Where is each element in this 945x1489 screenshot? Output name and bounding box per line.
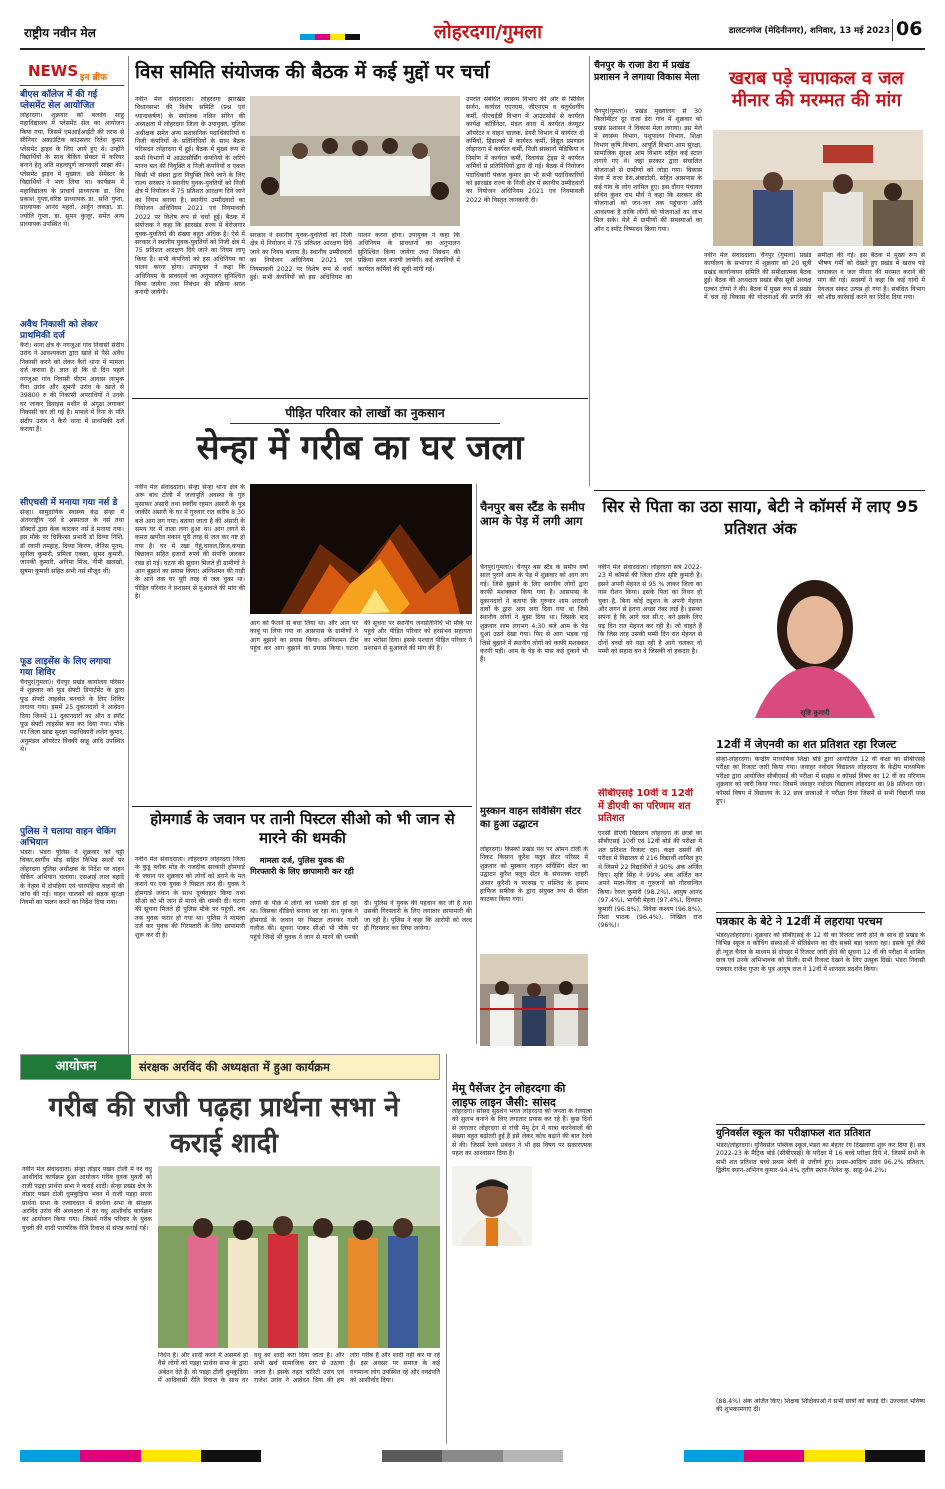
- story13-body-cont: निर्धन है। और शादी करने में असमर्थ हो वैसे लोगों को पड़हा प्रार्थना सभा के द्वारा अंबेदन देते हैं। वो पड़हा टोली धुमकुड़िया में आदिवासी रीति रिवाज के साथ वर वधु का शादी करा दिया जाता है। और सभी खर्च सामाजिक स्तर से उठाया जाता है। इसके तहत चारिटी उरांव एवं राजेश उरांव ने आवेदन दिया की हम लोग गरीब हैं और शादी नहीं कर पा रहे हैं। इस अवसर पर समाज के कई गणमान्य लोग उपस्थित रहे और नवदंपति को आशीर्वाद दिया।: [158, 1352, 440, 1385]
- brief-headline: पुलिस ने चलाया वाहन चेकिंग अभियान: [20, 827, 116, 848]
- column-rule: [128, 56, 129, 1056]
- brief-headline: अवैध निकासी को लेकर प्राथमिकी दर्ज: [20, 320, 98, 341]
- brief-text: चैनपुर(गुमला)। चैनपुर प्रखंड कार्यालय परिसर में शुक्रवार को फूड सेफ्टी डिपार्टमेंट के द्वारा फूड सेफ्टी लाइसेंस बनवाने के लिए शिविर लगाया गया। इसमें 25 दुकानदारों ने आवेदन दिया जिनमें 11 दुकानदारों का ऑन द स्पॉट फूड सेफ्टी लाइसेंस बना कर दिया गया। मौके पर जिला खाद्य सुरक्षा पदाधिकारी ललेन कुमार, अनुमंडल ऑपरेटर विक्की साहू आदि उपस्थित थे।: [20, 679, 124, 754]
- story7-headline: 12वीं में जेएनवी का शत प्रतिशत रहा रिजल्ट: [716, 738, 925, 753]
- house-fire-photo: [250, 484, 472, 614]
- handover-photo: [713, 130, 923, 246]
- story10-body: नवीन मेल संवाददाता। लोहरदगा लोहरदगा जिला के कुडू ब्लॉक मोड़ के नजदीक सरकारी होमगार्ड के जवान पर शुक्रवार को लोगों को डराने के मत कराने पर एक युवक ने पिस्टल तान दी। युवक ने होमगार्ड जवान के साथ दुर्व्यवहार किया तथा सीओ को भी जान से मारने की धमकी दी। घटना की सूचना मिलते ही पुलिस मौके पर पहुंची, तब तक युवक फरार हो गया था। पुलिस ने मामला दर्ज कर युवक की गिरफ्तारी के लिए छापामारी शुरू कर दी है।: [135, 856, 245, 939]
- column-rule: [446, 1054, 447, 1444]
- paper-name: राष्ट्रीय नवीन मेल: [24, 26, 96, 40]
- portrait-caption: सृष्टि कुमारी: [800, 709, 830, 717]
- story2-body: चैनपुर(गुमला)। प्रखंड मुख्यालय से 30 किलोमीटर दूर राजा डेरा गांव में शुक्रवार को प्रखंड प्रशासन ने विकास मेला लगाया। इस मेले में स्वास्थ्य विभाग, पशुपालन विभाग, शिक्षा विभाग कृषि विभाग, आपूर्ति विभाग आम सुरक्षा, सामाजिक सुरक्षा आम विभाग सहित कई स्टाल लगाये गए थे। जहां सरकार द्वारा संचालित योजनाओं से ग्रामीणों को जोड़ा गया। विकास मेला में राजा डेरा,अंबाटोली, सहित आसपास के कई गांव के लोग शामिल हुए। इस दौरान पंचायत सचिव कुंवर राम मौर्य ने कहा कि सरकार की योजनाओं को जन-जन तक पहुंचाना अति आवश्यक है ताकि लोगों को योजनाओं का लाभ मिल सके। मेले में ग्रामीणों की समस्याओं का ऑन द स्पॉट निष्पादन किया गया।: [594, 108, 702, 233]
- story8-headline: पत्रकार के बेटे ने 12वीं में लहराया परचम: [716, 912, 925, 929]
- story3-body: नवीन मेल संवाददाता। चैनपुर (गुमला) प्रखंड कार्यालय के सभागार में शुक्रवार को 20 सूत्री प्रखंड कार्यान्वयन समिति की समीक्षात्मक बैठक हुई। बैठक की अध्यक्षता प्रखंड बीस सूत्री अध्यक्ष एल्बन टोप्पो ने की। बैठक में मुख्य रूप से प्रखंड में चल रहे विकास की योजनाओं की प्रगति की समीक्षा की गई। इस बैठक में मुख्य रूप से भीषण गर्मी को देखते हुए प्रखंड में खराब पड़े चापाकल व जल मीनार की मरम्मत कराने की मांग की गई। सदस्यों ने कहा कि कई गांवों में पेयजल संकट उत्पन्न हो गया है। संबंधित विभाग को शीघ्र कार्रवाई करने का निर्देश दिया गया।: [704, 252, 925, 302]
- brief-item: [20, 320, 124, 494]
- story9-headline: युनिवर्सल स्कूल का परीक्षाफल शत प्रतिशत: [716, 1124, 925, 1140]
- meeting-photo-illustration: [250, 96, 460, 226]
- story5-body: चैनपुर(गुमला)। चैनपुर बस स्टैंड के समीप वर्षों साल पुराने आम के पेड़ में शुक्रवार को आग लग गई। जिसे बुझाने के लिए स्थानीय लोगों द्वारा काफी मशक्कत किया गया है। आसपास के दुकानदारों ने बताया कि गुरुवार शाम शरारती तत्वों के द्वारा आग लगा दिया गया था जिसे स्थानीय लोगों ने बुझा दिया था। जिसके बाद शुक्रवार शाम लगभग 4:30 बजे आम के पेड़ धुआं उठते देखा गया। फिर से आग भड़क गई जिसे बुझाने में स्थानीय लोगों को काफी मशक्कत करनी पड़ी। आम के पेड़ के पास कई दुकानें भी हैं।: [480, 564, 588, 664]
- story2-headline: चैनपुर के राजा डेरा में प्रखंड प्रशासन ने लगाया विकास मेला: [594, 60, 700, 83]
- story9-footer: (88.4%) अंक अर्जित किए। शिक्षक शिक्षिकाओं ने सभी छात्रों को बधाई दी। उज्ज्वल भविष्य की शुभकामनाएं दीं।: [716, 1398, 925, 1414]
- story11-headline: मुस्कान वाहन सर्विसिंग सेंटर का हुआ उद्घाटन: [480, 806, 581, 830]
- story1-body: नवीन मेल संवाददाता। लोहरदगा झारखंड विधानसभा की विशेष समिति (प्रश्न एवं ध्यानाकर्षण) के संयोजक नलिन सोरेन की अध्यक्षता में लोहरदगा जिला के उपायुक्त, पुलिस अधीक्षक समेत अन्य प्रशासनिक पदाधिकारियों व निजी कंपनियों के प्रतिनिधियों के साथ बैठक परिसदन लोहरदगा में हुई। बैठक में मुख्य रूप से सभी विभागों में आउटसोर्सिंग कंपनियों के जरिये मानव बल की नियुक्ति व निजी कंपनियों व एकल किसी भी संस्था द्वारा नियुक्ति किये जाने के लिए राज्य सरकार ने स्थानीय युवक-युवतियों को निजी क्षेत्र में नियोजन में 75 प्रतिशत आरक्षण दिये जाने का नियम बनाया है। स्थानीय उम्मीदवारों का नियोजन अधिनियम 2021 एवं नियमावली 2022 पर विशेष रूप से चर्चा हुई। बैठक में संयोजक ने कहा कि झारखंड राज्य में बेरोजगार युवक-युवतियों की संख्या बहुत अधिक है। ऐसे में सरकार ने स्थानीय युवक-युवतियों को निजी क्षेत्र में 75 प्रतिशत आरक्षण दिये जाने का नियम लागू किया है। सभी कंपनियों को इस अधिनियम का पालन करना होगा। उपायुक्त ने कहा कि अधिनियम के प्रावधानों का अनुपालन सुनिश्चित किया जायेगा तथा निबंधन की प्रक्रिया सरल बनायी जायेगी।: [135, 96, 245, 297]
- story6-headline: सिर से पिता का उठा साया, बेटी ने कॉमर्स में लाए 95 प्रतिशत अंक: [602, 497, 919, 538]
- story10-subhead: मामला दर्ज, पुलिस युवक की गिरफ्तारी के लिए छापामारी कर रही: [250, 856, 354, 876]
- brief-text: सेन्हा। सामुदायिक स्वास्थ्य केंद्र सेन्हा में अंतरराष्ट्रीय नर्स डे अस्पताल के नर्स तथा डॉक्टरों द्वारा केक काटकर नर्स डे मनाया गया। इस मौके पर चिकित्सा प्रभारी डॉ दिव्या निशि, डॉ रवानी तमहाह, दिव्या किरण, जैनिस पूनम, सुनीता कुमारी, प्रमिला एक्का, सुमन कुमारी, जानकी कुमारी, अनिमा मिंज, नीमी खलखो, सुषमा कुमारी सहित सभी नर्स मौजूद थीं।: [20, 509, 124, 575]
- story10-headline: होमगार्ड के जवान पर तानी पिस्टल सीओ को भी जान से मारने की धमकी: [150, 810, 455, 847]
- story13-headline: गरीब की राजी पढ़हा प्रार्थना सभा ने कराई शादी: [48, 1092, 400, 1159]
- story1-headline: विस समिति संयोजक की बैठक में कई मुद्दों पर चर्चा: [135, 61, 490, 83]
- story1-body-cont2: उपरांत संबंधित स्वास्थ्य विभाग की ओर से सिविल सर्जन, कार्यरत एएनएम, जीएनएम व चतुर्थवर्गीय कर्मी, पीएचईडी विभाग में आउटसोर्स से कार्यरत कार्यक्ष कॉर्डिनेटर, मंडल कारा में कार्यरत कंप्यूटर ऑपरेटर व वाहन चालक, डेयरी विभाग में कार्यरत दो कर्मियों, हिंडाल्को में कार्यरत कर्मी, विद्युत प्रमण्डल लोहरदगा में कार्यरत कर्मी, निजी संस्थानों मेडिकिया व निर्माण में कार्यरत कर्मी, रिलायंस ट्रेंड्स में कार्यरत कर्मियों से प्रतिनिधियों द्वारा दी गई। बैठक में नियोजन पदाधिकारी पंकज कुमार झा भी सभी पदाधिकारियों को झारखंड राज्य के निजी क्षेत्र में स्थानीय उम्मीदवारों का नियोजन अधिनियम 2021 एवं नियमावली 2022 की विस्तृत जानकारी दी।: [466, 96, 584, 204]
- masthead-rule: [20, 48, 925, 50]
- wedding-photo: [158, 1166, 440, 1348]
- inauguration-illustration: [480, 954, 588, 1046]
- page-number: 06: [896, 18, 923, 40]
- inauguration-photo: [480, 954, 588, 1046]
- brief-headline: बीएस कॉलेज में की गई प्लेसमेंट सेल आयोजित: [20, 90, 98, 111]
- handover-photo-illustration: [713, 130, 923, 246]
- brief-item: [20, 657, 124, 823]
- brief-header: [20, 56, 124, 86]
- section-rule: [132, 806, 472, 807]
- story4-headline: सेन्हा में गरीब का घर जला: [196, 428, 524, 468]
- brief-text: कैरो। थाना क्षेत्र के नगजुआ गांव निवासी संदीप उरांव ने आवश्यकता द्वारा खाते से पैसे अवैध निकासी करने को लेकर कैरो थाना में मामला दर्ज कराया है। ज्ञात हो कि दो दिन पहले नगजुआ गांव निवासी पीएम आवास लाभुक रीना उरांव और सुमनी उरांव के खाते से 39800 रु की निकासी अपराधियों ने उनके घर जाकर डिवाइस मशीन से अंगूठा लगाकर निकासी कर ली गई है। मामले में रिना के पति संदीप उरांव ने कैरो थाना में प्राथमिकी दर्ज कराया है।: [20, 342, 124, 434]
- story14-headline: मेमू पैसेंजर ट्रेन लोहरदगा की लाइफ लाइन जैसी: सांसद: [452, 1082, 566, 1109]
- story11-body: लोहरदगा। किस्को प्रखंड पथ पर ओमन टोली के निकट किसान कुरैश फ्लूव सेंटर परिसर में शुक्रवार को मुस्कान वाहन सर्विसिंग सेंटर का उद्घाटन कुरैश फ्लूव सेंटर के संचालक शाहरी अंसार कुरैशी व फारुख ए मस्जिद के इमाम हाफिज सफीक के द्वारा संयुक्त रूप से फीता काटकर किया गया।: [480, 846, 588, 904]
- story4-kicker: पीड़ित परिवार को लाखों का नुकसान: [230, 404, 500, 424]
- brief-sublabel: इन ब्रीफ: [80, 73, 107, 83]
- story14-body: लोहरदगा। सांसद सुदर्शन भगत लोहरदगा की जनता के रेलयात्रा को सुलभ बनाने के लिए लगातार प्रयास कर रहे हैं। कुछ दिनों से लगातार लोहरदगा से रांची मेमू ट्रेन में यात्रा करनेवालों की संख्या बहुत बढ़ोतरी हुई है इसे लेकर कोच बढ़ाने की बात रेलवे से की। जिसमें रेलवे प्रबंधन ने भी इस विषय पर सकारात्मक पहल का आश्वासन दिया है।: [452, 1108, 592, 1158]
- event-banner: [20, 1054, 440, 1080]
- story4-body-cont: आग को फैलने से बचा लिया था। और आग पर काबू पा लिया गया था आसपास के ग्रामीणों ने आग बुझाने का प्रयास किया। अग्निशमन टीम पहुंच कर आग बुझाने का प्रयास किया। घटना की सूचना पर स्थानीय जनप्रतिनिधि भी मौके पर पहुंचे और पीड़ित परिवार को हरसंभव सहायता का भरोसा दिया। इसके पश्चात पीड़ित परिवार ने प्रशासन से मुआवजे की मांग की है।: [250, 620, 472, 653]
- story6-body: नवीन मेल संवाददाता। लोहरदगा सत्र 2022-23 में कॉमर्स की जिला टॉपर सृष्टि कुमारी है। इसने अपनी मेहनत से 95 % लाकर जिला का नाम रौशन किया। इसके पिता का निधन हो चुका है, बिना कोई ट्यूशन के अपनी मेहनत और लगन से इतना अच्छा नंबर लाई है। इसका सपना है कि आगे चल सी.ए. बने इसके लिए पढ़ दिन रात मेहनत कर रही है। जो चाहते हैं कि जिस तरह उसकी मम्मी दिन रात मेहनत से दोनों बच्चों को पढ़ा रही है आगे चलकर वो मम्मी को सहारा बन दे जिसकी वो हकदार है।: [598, 564, 702, 656]
- brief-item: [20, 498, 124, 653]
- story1-body-cont: सरकार ने स्थानीय युवक-युवतियों को निजी क्षेत्र में नियोजन में 75 प्रतिशत आरक्षण दिये जाने का नियम बनाया है। स्थानीय उम्मीदवारों का नियोजन अधिनियम 2021 एवं नियमावली 2022 पर विशेष रूप से चर्चा हुई। सभी कंपनियों को इस अधिनियम का पालन करना होगा। उपायुक्त ने कहा कि अधिनियम के प्रावधानों का अनुपालन सुनिश्चित किया जायेगा तथा निबंधन की प्रक्रिया सरल बनायी जायेगी। कई कंपनियों में कार्यरत कर्मियों की सूची मांगी गई।: [250, 232, 460, 282]
- section-rule: [594, 490, 925, 491]
- brief-headline: सीएचसी में मनाया गया नर्स डे: [20, 498, 118, 508]
- house-fire-illustration: [250, 484, 472, 614]
- story7-body: सेन्हा-लोहरदगा। केन्द्रीय माध्यमिक शिक्षा बोर्ड द्वारा आयोजित 12 वीं कक्षा का सीबीएसई परीक्षा का रिजल्ट जारी किया गया। जवाहर नवोदय विद्यालय लोहरदगा के केंद्रीय माध्यमिक परीक्षा द्वारा आयोजित सीबीएसई की परीक्षा में साइंस व कॉमर्स विषय का 12 वीं का परिणाम शुक्रवार को जारी किया गया। जिसमें जवाहर नवोदय विद्यालय लोहरदगा का 98 प्रतिशत रहा। कॉमर्स विषय में विद्यालय के 32 छात्र छात्राओं ने परीक्षा दिया जिसमें से सभी विद्यार्थी पास हुए।: [716, 756, 925, 806]
- brief-label: NEWS: [28, 62, 79, 80]
- story5-headline: चैनपुर बस स्टैंड के समीप आम के पेड़ में लगी आग: [480, 500, 585, 528]
- brief-item: [20, 90, 124, 316]
- story10-body-cont: लोगों के पीछे में लोगों को धमकी देता हो रहा था। जिसका वीडियो बनाया जा रहा था। युवक ने होमगार्ड के जवान पर पिस्टल तानकर गाली गलौज की। सूचना पाकर सीओ भी मौके पर पहुंचे जिन्हें भी युवक ने जान से मारने की धमकी दी। पुलिस ने युवक की पहचान कर ली है तथा उसकी गिरफ्तारी के लिए लगातार छापामारी की जा रही है। पुलिस ने कहा कि आरोपी को जल्द ही गिरफ्तार कर लिया जायेगा।: [250, 900, 472, 941]
- story8-body: भंडरा/लोहरदगा। शुक्रवार को सीबीएसई के 12 वीं का रिजल्ट जारी होने के साथ ही प्रखंड के विभिन्न स्कूल व कोचिंग संस्थाओं में सेलिब्रेशन का दौर सबसे बड़ा चलता रहा। इसके पूर्व जैसे ही न्यूज़ चैनल के माध्यम से दोपहर में रिजल्ट जारी होने की सूचना 12 वीं की परीक्षा में शामिल छात्र एवं उनके अभिभावक को मिली। सभी रिजल्ट देखने के लिए उत्सुक दिखे। भंडरा निवासी पत्रकार राजेश गुप्ता के पुत्र आयुष राज ने 12वीं में शानदार प्रदर्शन किया।: [716, 932, 925, 973]
- section-rule: [132, 398, 588, 399]
- column-rule: [589, 56, 590, 486]
- wedding-illustration: [158, 1166, 440, 1348]
- meeting-photo: [250, 96, 460, 226]
- masthead: [20, 16, 925, 46]
- brief-headline: फूड लाइसेंस के लिए लगाया गया शिविर: [20, 657, 111, 678]
- story13-body: नवीन मेल संवाददाता। सेन्हा तोड़ार पखन टोली में वर वधु आशीर्वाद कार्यक्रम हुआ आयोजन गरीब युवक युवती को राजी पढ़हा प्रार्थना सभा ने कराई शादी। सेन्हा प्रखंड क्षेत्र के तोड़ार पखन टोली धुमकुड़िया भवन में राजी पड़हा सरना प्रार्थना सभा के तत्वावधान में प्रार्थना सभा के संरक्षक अरविंद उरांव की अध्यक्षता में वर वधु आशीर्वाद कार्यक्रम का आयोजन किया गया। जिसमें गरीब परिवार के युवक युवती की शादी पारंपरिक रीति रिवाज से संपन्न कराई गई।: [22, 1166, 152, 1232]
- story9-body: भंडरा/लोहरदगा। युनिवर्सल पब्लिक स्कूल,भंडरा का बेहतर रंग दिखलाया शुरू कर दिया है। सत्र 2022-23 के मैट्रिक बोर्ड (सीबीएसई) के परीक्षा में 16 बच्चे परीक्षा दिये थे, जिसमें सभी के सभी शत प्रतिशत बच्चे प्रथम श्रेणी से उत्तीर्ण हुए। प्रथम-आदित्य उरांव 96.2% प्रतिशत, द्वितीय स्थान-अभिनव कुमार-94.4% तृतीय स्थान-निलेश कु. साहू-94.2%।: [716, 1142, 925, 1175]
- masthead-divider: [892, 19, 893, 41]
- registration-strip-top: [300, 34, 360, 40]
- brief-text: लोहरदगा। शुक्रवार को बलदेव साहु महाविद्यालय में प्लेसमेंट सेल का आयोजन किया गया, जिसमें एमआईआईटी की तरफ से सीनियर अकाउंटिक कांउसलर रितेश कुमार प्लेसमेंट ड्राइव के लिए आये हुए थे। उन्होंने विद्यार्थियों के साथ बैकिंग सेक्टर में करियर बनाने हेतु अति महत्वपूर्ण जानकारी साझा की। प्लेसमेंट ड्राइव में मुख्यत: छठे सेमेस्टर के विद्यार्थियों ने भाग लिया था। कार्यक्रम में महाविद्यालय के प्राचार्य प्राध्यापक डा. शिव प्रकाश गुप्ता,वरिष्ठ प्राध्यापक डा. सशि गुप्ता, प्राध्यापक आनंद महतो, अर्जुन लकड़ा, डा. ज्योति गुप्ता, डा. सुमन कुजूर, समेत अन्य प्राध्यापक उपस्थित थे।: [20, 112, 124, 229]
- column-rule: [476, 484, 477, 1044]
- story3-headline: खराब पड़े चापाकल व जल मीनार की मरम्मत की मांग: [729, 68, 904, 111]
- story12-body: एनसी डीएवी विद्यालय लोहरदगा के छात्रों का सीबीएसई 10वीं एवं 12वीं बोर्ड की परीक्षा में शत प्रतिशत रिजल्ट रहा। कक्षा दसवीं की परीक्षा में विद्यालय से 216 विद्यार्थी शामिल हुए थे जिसमें 22 विद्यार्थियों ने 90% अंक अर्जित किए। सृष्टि सिंह ने 99% अंक अर्जित कर अपने माता-पिता व गुरुजनों को गौरवान्वित किया। रेचल कुमारी (98.2%), आयुष आनंद (97.4%), भार्गवी मेहता (97.4%), दिव्यांश कुमारी (96.8%), विवेक कश्यप (96.8%), निशा पाठक (96.4%), निखिल राज (96%)।: [598, 830, 702, 930]
- brief-text: भंडरा। भंडरा पुलिस ने शुक्रवार को चट्टी चिकर,स्वर्गीय मोड़ सहित विभिन्न स्थलों पर लोहरदगा पुलिस अधीक्षक के निर्देश पर वाहन चेकिंग अभियान चलाया। एसआई लाल बहादे के नेतृत्व में दोपहिया एवं चारपहिया वाहनों की जांच की गई। वाहन चालकों को सड़क सुरक्षा नियमों का पालन करने का निर्देश दिया गया।: [20, 849, 124, 907]
- story4-body: नवीन मेल संवाददाता। सेन्हा सेन्हा थाना क्षेत्र के अरू बांध टोली में जलापूर्ति अवस्था के गुरु मुसाफ़र अंसारी तथा स्वर्गीय रहमत अंसारी के पुत्र जाकीर अंसारी के घर में गुरुवार रात करीब 8:30 बजे आग लग गया। बताया जाता है की अंसारी के समय घर में ताला लगा हुआ था। आग लगने से कमरा खपरैल मकान पूरी तरह से जल कर नष्ट हो गया है। घर में रखा गेहूं,चावल,फ्रिज,कपड़ा बिछावन सहित हजारों रुपये की संपत्ति जलकर राख हो गई। घटना की सूचना मिलते ही ग्रामीणों ने आग बुझाने का प्रयास किया। अग्निशमन की गाड़ी के आने तक घर पूरी तरह से जल चुका था। पीड़ित परिवार ने प्रशासन से मुआवजे की मांग की है।: [135, 484, 245, 601]
- student-portrait: [715, 558, 915, 718]
- dateline: डालटनगंज (मेदिनीनगर), शनिवार, 13 मई 2023: [728, 26, 890, 36]
- banner-title: संरक्षक अरविंद की अध्यक्षता में हुआ कार्यक्रम: [139, 1060, 330, 1074]
- brief-item: [20, 827, 124, 1089]
- registration-strip-bottom: [20, 1450, 925, 1462]
- section-title: लोहरदगा/गुमला: [433, 21, 543, 43]
- story12-headline: सीबीएसई 10वीं व 12वीं में डीएवी का परिणाम शत प्रतिशत: [598, 788, 693, 824]
- student-portrait-illustration: [715, 558, 915, 718]
- banner-tag: आयोजन: [21, 1055, 131, 1079]
